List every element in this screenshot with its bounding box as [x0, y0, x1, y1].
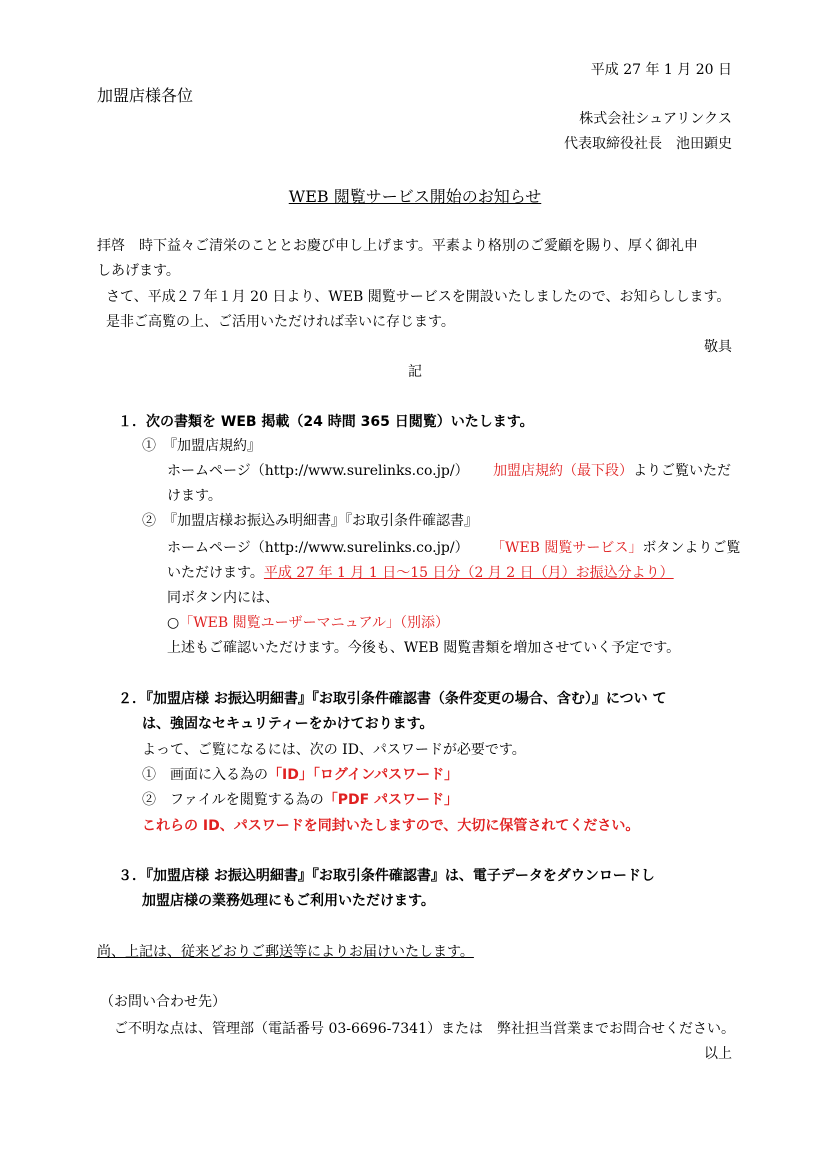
closing-ijou: 以上	[704, 1046, 732, 1062]
member-terms-link-text: 加盟店規約（最下段）	[493, 463, 634, 479]
web-service-button-text: 「WEB 閲覧サービス」	[491, 540, 643, 556]
delivery-note: 尚、上記は、従来どおりご郵送等によりお届けいたします。	[97, 944, 474, 960]
contact-line: ご不明な点は、管理部（電話番号 03-6696-7341）または 弊社担当営業までお問合せください。	[114, 1021, 735, 1037]
item-2-available-text: いただけます。	[167, 565, 264, 581]
section-1-item-2-title: ② 『加盟店様お振込み明細書』『お取引条件確認書』	[142, 513, 478, 529]
section-1-item-2-line-3: 同ボタン内には、	[167, 590, 279, 606]
company-name: 株式会社シュアリンクス	[579, 111, 732, 127]
section-1-item-1-line-1	[167, 462, 731, 480]
id-password-text: 「ID」「ログインパスワード」	[268, 767, 459, 783]
section-2-warning: これらの ID、パスワードを同封いたしますので、大切に保管されてください。	[142, 818, 640, 834]
availability-period: 平成 27 年 1 月 1 日～15 日分（2 月 2 日（月）お振込分より）	[263, 565, 674, 581]
user-manual-text: 「WEB 閲覧ユーザーマニュアル」（別添）	[179, 615, 450, 631]
pdf-password-text: 「PDF パスワード」	[323, 792, 459, 808]
section-1-heading: １．次の書類を WEB 掲載（24 時間 365 日閲覧）いたします。	[118, 414, 534, 430]
item-1-continuation: よりご覧いただ	[633, 463, 732, 479]
document-date: 平成 27 年 1 月 20 日	[590, 62, 732, 78]
homepage-url-text-2: ホームページ（http://www.surelinks.co.jp/）	[167, 540, 469, 556]
section-3-line-1: ３．『加盟店様 お振込明細書』『お取引条件確認書』は、電子データをダウンロードし	[118, 868, 655, 884]
homepage-url-text: ホームページ（http://www.surelinks.co.jp/）	[167, 463, 469, 479]
contact-heading: （お問い合わせ先）	[100, 994, 226, 1010]
addressee: 加盟店様各位	[97, 86, 194, 105]
section-3-line-2: 加盟店様の業務処理にもご利用いただけます。	[142, 893, 435, 909]
greeting-line-3: さて、平成２７年１月 20 日より、WEB 閲覧サービスを開設いたしましたので、お知らしします。	[106, 289, 731, 305]
section-2-item-1	[142, 766, 458, 784]
greeting-line-4: 是非ご高覧の上、ご活用いただければ幸いに存じます。	[106, 314, 455, 330]
section-1-item-2-line-1	[167, 539, 740, 557]
screen-entry-text: ① 画面に入る為の	[142, 767, 268, 783]
item-2-continuation: ボタンよりご覧	[642, 540, 741, 556]
greeting-line-1: 拝啓 時下益々ご清栄のこととお慶び申し上げます。平素より格別のご愛顧を賜り、厚く御礼申	[97, 238, 698, 254]
circle-mark: ○	[167, 615, 180, 631]
section-1-item-2-line-4	[167, 614, 449, 632]
section-1-item-2-line-2	[167, 564, 674, 582]
section-2-heading-line-1: ２．『加盟店様 お振込明細書』『お取引条件確認書（条件変更の場合、含む）』につい て	[118, 691, 667, 707]
ki-mark: 記	[408, 364, 422, 380]
document-title: WEB 閲覧サービス開始のお知らせ	[288, 187, 542, 206]
file-view-text: ② ファイルを閲覧する為の	[142, 792, 324, 808]
section-1-item-1-title: ① 『加盟店規約』	[142, 438, 261, 454]
section-2-line-1: よって、ご覧になるには、次の ID、パスワードが必要です。	[142, 742, 526, 758]
section-1-item-2-line-5: 上述もご確認いただけます。今後も、WEB 閲覧書類を増加させていく予定です。	[167, 640, 681, 656]
section-2-heading-line-2: は、強固なセキュリティーをかけております。	[142, 716, 434, 732]
section-2-item-2	[142, 791, 458, 809]
greeting-line-2: しあげます。	[97, 263, 180, 279]
closing-keigu: 敬具	[704, 339, 732, 355]
representative-name: 代表取締役社長 池田顕史	[564, 136, 732, 152]
section-1-item-1-line-2: けます。	[167, 488, 222, 504]
